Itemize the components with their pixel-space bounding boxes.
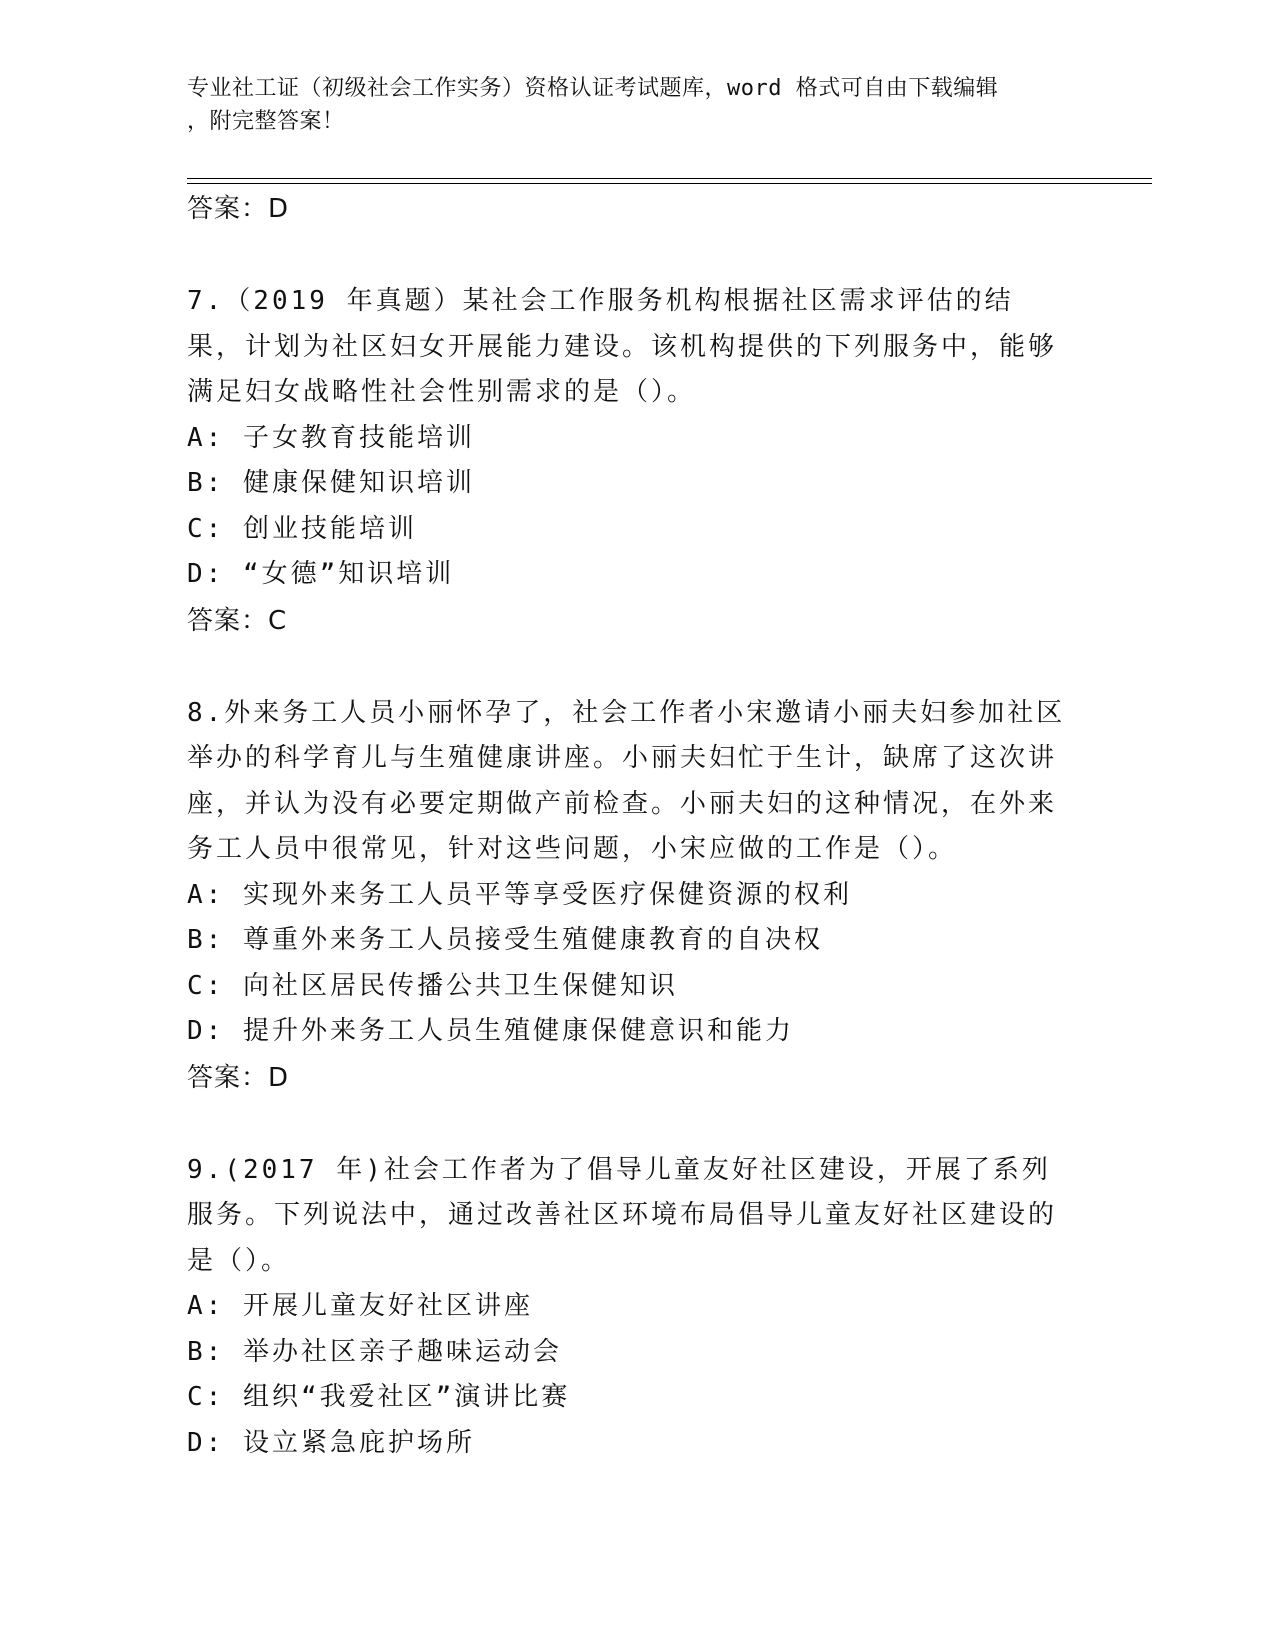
option-b: B: 尊重外来务工人员接受生殖健康教育的自决权 — [187, 925, 823, 955]
option-b: B: 举办社区亲子趣味运动会 — [187, 1336, 562, 1367]
question-7 — [187, 279, 1067, 644]
question-answer: 答案：D — [187, 1062, 290, 1093]
option-c: C: 组织“我爱社区”演讲比赛 — [187, 1382, 571, 1412]
question-list — [187, 186, 1067, 1466]
page-header — [187, 72, 1067, 138]
question-answer: 答案：C — [187, 605, 288, 636]
option-c: C: 向社区居民传播公共卫生保健知识 — [187, 970, 678, 1001]
previous-question-answer: 答案：D — [187, 194, 290, 224]
option-d: D: 设立紧急庇护场所 — [187, 1427, 475, 1458]
header-divider-bottom — [187, 183, 1152, 184]
option-a: A: 子女教育技能培训 — [187, 422, 475, 453]
question-text: 9.(2017 年)社会工作者为了倡导儿童友好社区建设，开展了系列服务。下列说法中，通过改善社区环境布局倡导儿童友好社区建设的是（）。 — [187, 1154, 1058, 1276]
option-a: A: 开展儿童友好社区讲座 — [187, 1291, 533, 1321]
question-text: 7.（2019 年真题）某社会工作服务机构根据社区需求评估的结果，计划为社区妇女开展能力建设。该机构提供的下列服务中，能够满足妇女战略性社会性别需求的是（）。 — [187, 286, 1058, 407]
option-b: B: 健康保健知识培训 — [187, 468, 475, 498]
question-9 — [187, 1148, 1067, 1467]
question-8 — [187, 691, 1067, 1101]
option-c: C: 创业技能培训 — [187, 513, 417, 544]
header-line-1: 专业社工证（初级社会工作实务）资格认证考试题库，word 格式可自由下载编辑 — [187, 76, 999, 101]
option-d: D: “女德”知识培训 — [187, 559, 455, 589]
header-divider-top — [187, 178, 1152, 179]
header-line-2: ，附完整答案！ — [187, 109, 345, 134]
question-text: 8.外来务工人员小丽怀孕了，社会工作者小宋邀请小丽夫妇参加社区举办的科学育儿与生殖健康讲座。小丽夫妇忙于生计，缺席了这次讲座，并认为没有必要定期做产前检查。小丽夫妇的这种情况，在外来务工人员中很常见，针对这些问题，小宋应做的工作是（）。 — [187, 697, 1066, 864]
option-d: D: 提升外来务工人员生殖健康保健意识和能力 — [187, 1016, 794, 1046]
option-a: A: 实现外来务工人员平等享受医疗保健资源的权利 — [187, 879, 852, 910]
